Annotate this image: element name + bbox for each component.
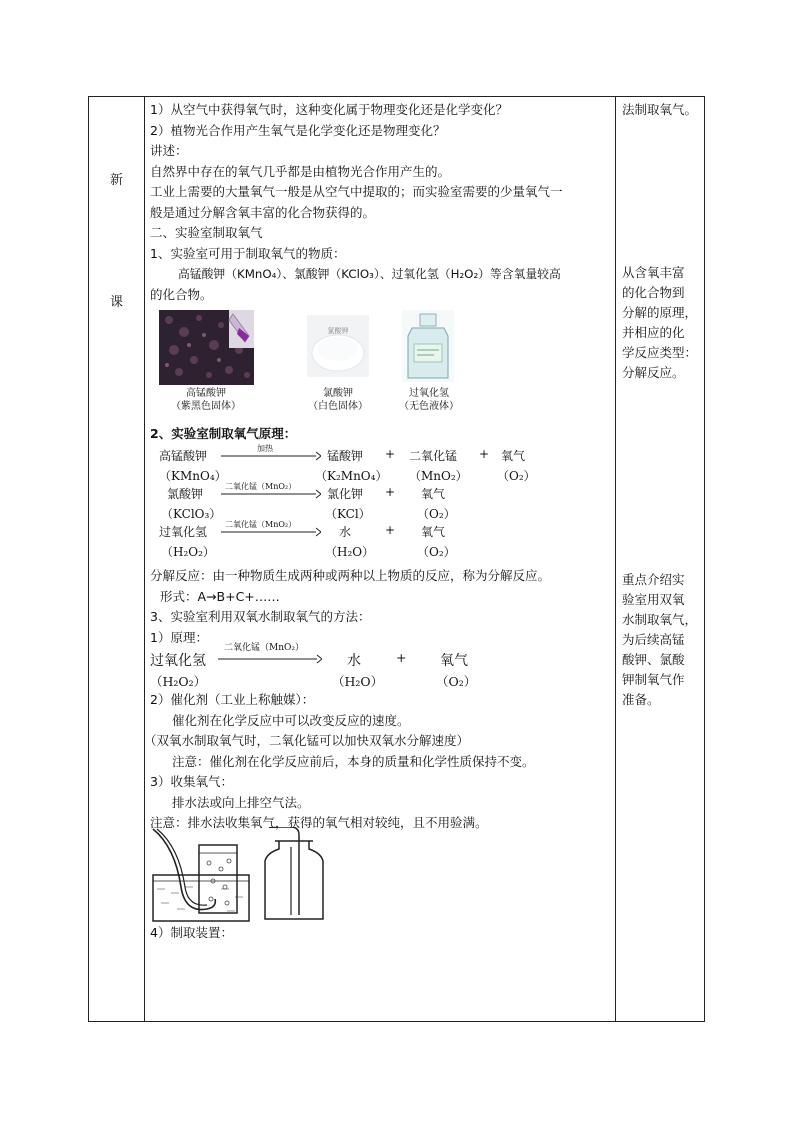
h2o2-caption: 过氧化氢 （无色液体） <box>399 388 459 412</box>
reaction-arrow <box>221 451 321 461</box>
principle-title: 2、实验室制取氧气原理： <box>150 426 297 441</box>
r1-product-1: 锰酸钾 <box>327 449 364 463</box>
teaching-note-3: 重点介绍实 验室用双氧 水制取氧气， 为后续高锰 酸钾、氯酸 钾制氧气作 准备。 <box>622 572 698 707</box>
plus-sign: + <box>396 650 407 665</box>
teaching-note-2: 从含氧丰富 的化合物到 分解的原理， 并相应的化 学反应类型： 分解反应。 <box>622 265 698 380</box>
r1-product-2-formula: （MnO₂） <box>409 469 468 483</box>
h2o2-photo <box>402 310 454 382</box>
r2-product-1-formula: （KCl） <box>325 507 371 521</box>
kclo3-photo <box>307 315 369 377</box>
section-char-1: 新 <box>110 173 124 188</box>
plus-sign: + <box>385 447 396 461</box>
plus-sign: + <box>385 523 396 537</box>
text-line: 1）从空气中获得氧气时，这种变化属于物理变化还是化学变化？ <box>150 102 508 117</box>
catalyst-section <box>144 690 616 834</box>
r3-product-2-formula: （O₂） <box>417 545 456 559</box>
collection-apparatus <box>151 827 351 931</box>
section-char-2: 课 <box>110 295 124 310</box>
r2-condition: 二氧化锰（MnO₂） <box>225 482 297 491</box>
method-title: 3、实验室利用双氧水制取氧气的方法： <box>150 609 371 624</box>
text-line: 1、实验室可用于制取氧气的物质： <box>150 245 346 261</box>
principle-label: 1）原理： <box>150 629 208 645</box>
r2-reactant-formula: （KClO₃） <box>161 507 222 521</box>
r1-reactant: 高锰酸钾 <box>159 449 208 463</box>
r3-product-1-formula: （H₂O） <box>325 545 375 559</box>
r3-product-1: 水 <box>339 525 352 539</box>
text-line: 2）催化剂（工业上称触媒）： <box>150 692 315 707</box>
text-line: 排水法或向上排空气法。 <box>172 794 310 810</box>
r1-product-3: 氧气 <box>501 449 526 463</box>
device-label: 4）制取装置： <box>150 925 233 940</box>
r3-condition: 二氧化锰（MnO₂） <box>225 520 297 529</box>
substance-photos <box>159 310 489 420</box>
text-line: 二、实验室制取氧气 <box>150 225 263 240</box>
eq2-product-1: 水 <box>347 653 361 669</box>
eq2-product-2-formula: （O₂） <box>436 674 477 689</box>
text-line: 讲述： <box>150 143 188 158</box>
r3-product-2: 氧气 <box>421 525 446 539</box>
text-line: 自然界中存在的氧气几乎都是由植物光合作用产生的。 <box>150 163 451 179</box>
text-line: 注意：排水法收集氧气，获得的氧气相对较纯，且不用验满。 <box>150 815 488 830</box>
text-line: 催化剂在化学反应中可以改变反应的速度。 <box>172 712 410 728</box>
text-line: 3）收集氧气： <box>150 774 233 789</box>
r1-product-1-formula: （K₂MnO₄） <box>315 469 388 483</box>
reaction-equations <box>159 444 559 565</box>
r2-product-2: 氧气 <box>421 487 446 501</box>
column-divider <box>144 97 145 1021</box>
reaction-arrow <box>218 654 322 664</box>
r3-reactant: 过氧化氢 <box>159 525 208 539</box>
r2-reactant: 氯酸钾 <box>167 487 204 501</box>
eq2-reactant: 过氧化氢 <box>150 653 206 669</box>
main-content <box>150 100 616 305</box>
r2-product-1: 氯化钾 <box>327 487 364 501</box>
text-line: 的化合物。 <box>150 286 213 302</box>
r1-reactant-formula: （KMnO₄） <box>159 469 227 483</box>
plus-sign: + <box>385 485 396 499</box>
teaching-note-1: 法制取氧气。 <box>622 102 698 117</box>
eq2-reactant-formula: （H₂O₂） <box>150 674 207 689</box>
r1-condition: 加热 <box>257 444 273 453</box>
decomposition-definition: 分解反应：由一种物质生成两种或两种以上物质的反应，称为分解反应。 <box>150 568 551 583</box>
reaction-arrow <box>221 489 321 499</box>
r1-product-2: 二氧化锰 <box>409 449 458 463</box>
reaction-arrow <box>221 527 321 537</box>
text-line: （双氧水制取氧气时，二氧化锰可以加快双氧水分解速度） <box>144 733 470 748</box>
kclo3-caption: 氯酸钾 （白色固体） <box>308 388 368 412</box>
text-line: 高锰酸钾（KMnO₄）、氯酸钾（KClO₃）、过氧化氢（H₂O₂）等含氧量较高 <box>178 267 561 281</box>
svg-text:氯酸钾: 氯酸钾 <box>327 327 349 335</box>
r2-product-2-formula: （O₂） <box>417 507 456 521</box>
text-line: 注意：催化剂在化学反应前后，本身的质量和化学性质保持不变。 <box>172 753 535 769</box>
decomposition-section <box>150 566 616 648</box>
lesson-table <box>88 96 705 1022</box>
kmno4-caption: 高锰酸钾 （紫黑色固体） <box>171 388 241 412</box>
r3-reactant-formula: （H₂O₂） <box>161 545 215 559</box>
plus-sign: + <box>479 447 490 461</box>
eq2-product-1-formula: （H₂O） <box>332 674 384 689</box>
text-line: 2）植物光合作用产生氧气是化学变化还是物理变化？ <box>150 122 446 138</box>
kmno4-photo <box>159 310 254 385</box>
decomposition-form: 形式：A→B+C+…… <box>160 588 280 604</box>
text-line: 工业上需要的大量氧气一般是从空气中提取的；而实验室需要的少量氧气一 <box>150 184 563 199</box>
text-line: 般是通过分解含氧丰富的化合物获得的。 <box>150 204 376 220</box>
h2o2-equation <box>150 642 480 687</box>
apparatus-diagram <box>151 827 351 927</box>
eq2-condition: 二氧化锰（MnO₂） <box>224 643 304 653</box>
eq2-product-2: 氧气 <box>440 653 468 669</box>
r1-product-3-formula: （O₂） <box>497 469 536 483</box>
